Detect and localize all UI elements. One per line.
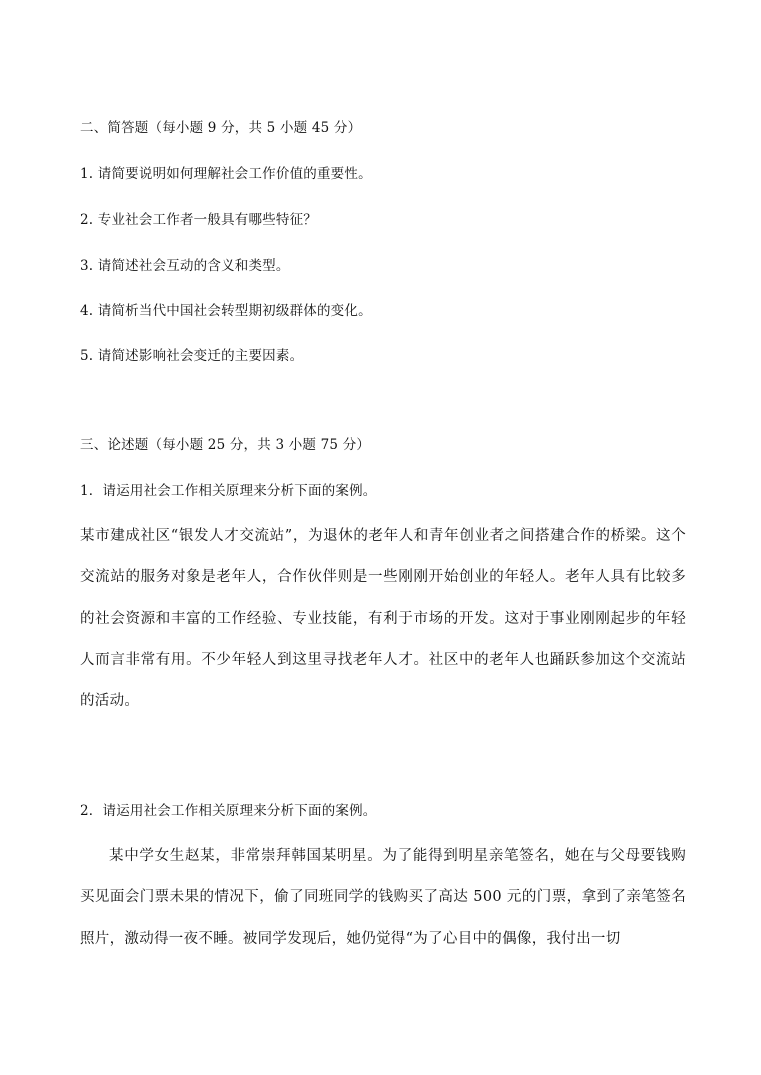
essay-question-2-prompt: 2．请运用社会工作相关原理来分析下面的案例。	[80, 803, 377, 819]
short-answer-question-3: 3. 请简述社会互动的含义和类型。	[80, 258, 290, 274]
section-2-heading: 二、简答题（每小题 9 分，共 5 小题 45 分）	[80, 120, 362, 136]
short-answer-question-5: 5. 请简述影响社会变迁的主要因素。	[80, 348, 304, 364]
short-answer-question-2: 2. 专业社会工作者一般具有哪些特征？	[80, 212, 317, 228]
short-answer-question-4: 4. 请简析当代中国社会转型期初级群体的变化。	[80, 303, 372, 319]
essay-question-1-prompt: 1．请运用社会工作相关原理来分析下面的案例。	[80, 483, 377, 499]
section-3-heading: 三、论述题（每小题 25 分，共 3 小题 75 分）	[80, 437, 371, 453]
essay-question-1-case-text: 某市建成社区“银发人才交流站”，为退休的老年人和青年创业者之间搭建合作的桥梁。这个交流站的服务对象是老年人，合作伙伴则是一些刚刚开始创业的年轻人。老年人具有比较多的社会资源和丰富的工作经验、专业技能，有利于市场的开发。这对于事业刚刚起步的年轻人而言非常有用。不少年轻人到这里寻找老年人才。社区中的老年人也踊跃参加这个交流站的活动。	[80, 528, 686, 710]
essay-question-2-case-text: 某中学女生赵某，非常崇拜韩国某明星。为了能得到明星亲笔签名，她在与父母要钱购买见面会门票未果的情况下，偷了同班同学的钱购买了高达 500 元的门票，拿到了亲笔签名照片，激动得一夜不睡。被同学发现后，她仍觉得“为了心目中的偶像，我付出一切	[80, 848, 686, 947]
short-answer-question-1: 1. 请简要说明如何理解社会工作价值的重要性。	[80, 166, 372, 182]
